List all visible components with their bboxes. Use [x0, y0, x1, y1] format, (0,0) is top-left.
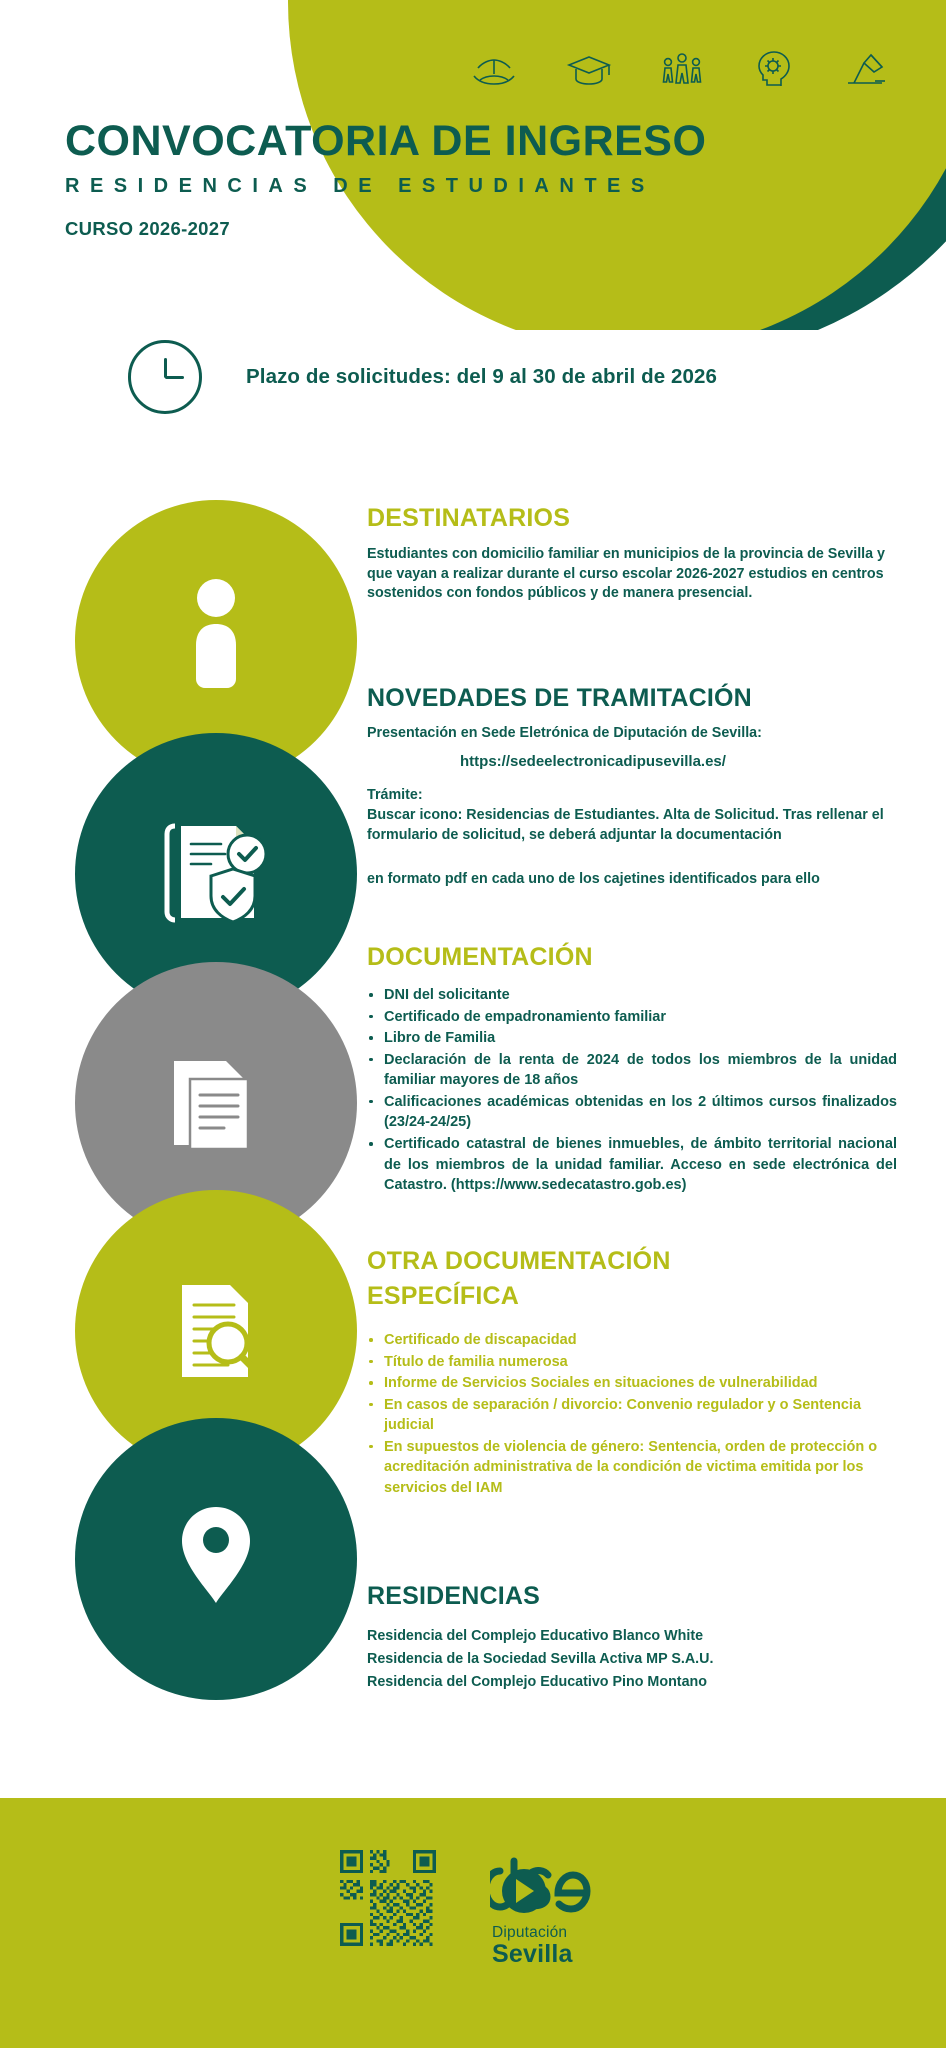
desk-lamp-icon — [842, 50, 890, 90]
poster-footer — [0, 1798, 946, 2048]
page-subtitle: RESIDENCIAS DE ESTUDIANTES — [65, 175, 655, 197]
location-pin-icon — [170, 1499, 262, 1619]
list-item: Residencia de la Sociedad Sevilla Activa MP S.A.U. — [367, 1651, 714, 1668]
residencias-list — [367, 1625, 897, 1694]
documentacion-list — [367, 985, 897, 1197]
list-item: Residencia del Complejo Educativo Blanco White — [367, 1628, 704, 1644]
head-gear-icon — [751, 48, 795, 92]
list-item: Informe de Servicios Sociales en situaciones de vulnerabilidad — [367, 1373, 897, 1394]
tramite-text: Buscar icono: Residencias de Estudiantes. Alta de Solicitud. Tras rellenar el formulario de solicitud, se deberá adjuntar la documentación — [367, 807, 884, 843]
course-label: CURSO 2026-2027 — [65, 218, 230, 239]
otra-documentacion-title-line2: ESPECÍFICA — [367, 1282, 520, 1310]
list-item: En supuestos de violencia de género: Sentencia, orden de protección o acreditación administrativa de la condición de victima emitida por los servicios del IAM — [367, 1437, 897, 1499]
otra-documentacion-list — [367, 1330, 897, 1500]
otra-documentacion-title-line1: OTRA DOCUMENTACIÓN — [367, 1247, 671, 1275]
list-item: Calificaciones académicas obtenidas en los 2 últimos cursos finalizados (23/24-24/25) — [367, 1092, 897, 1133]
poster-header — [0, 0, 946, 330]
hand-book-icon — [470, 48, 518, 92]
tramite-text-2: en formato pdf en cada uno de los cajetines identificados para ello — [367, 871, 820, 887]
list-item: Certificado de empadronamiento familiar — [367, 1007, 897, 1028]
logo-diputacion-label: Diputación — [492, 1924, 568, 1941]
header-icon-row — [470, 40, 890, 100]
destinatarios-body: Estudiantes con domicilio familiar en municipios de la provincia de Sevilla y que vayan a realizar durante el curso escolar 2026-2027 estudios en centros sostenidos con fondos públicos y de manera presencial. — [367, 546, 886, 602]
qr-code-icon[interactable] — [340, 1850, 436, 1946]
list-item: Certificado de discapacidad — [367, 1330, 897, 1351]
novedades-title: NOVEDADES DE TRAMITACIÓN — [367, 684, 752, 712]
title-block — [65, 117, 925, 240]
list-item: Libro de Familia — [367, 1028, 897, 1049]
document-magnifier-icon — [156, 1271, 276, 1391]
list-item: DNI del solicitante — [367, 985, 897, 1006]
documents-icon — [156, 1043, 276, 1163]
clock-icon — [128, 340, 202, 414]
graduation-cap-icon — [565, 50, 613, 90]
list-item: Declaración de la renta de 2024 de todos los miembros de la unidad familiar mayores de 18 años — [367, 1050, 897, 1091]
deadline-text: Plazo de solicitudes: del 9 al 30 de abril de 2026 — [246, 365, 717, 388]
documentacion-title: DOCUMENTACIÓN — [367, 943, 593, 971]
page-title: CONVOCATORIA DE INGRESO — [65, 117, 707, 165]
list-item: Título de familia numerosa — [367, 1352, 897, 1373]
person-icon — [181, 576, 251, 706]
logo-sevilla-label: Sevilla — [492, 1940, 573, 1968]
list-item: Residencia del Complejo Educativo Pino Montano — [367, 1674, 707, 1691]
residencias-circle — [75, 1418, 357, 1700]
residencias-title: RESIDENCIAS — [367, 1582, 541, 1610]
tramite-label: Trámite: — [367, 787, 423, 803]
deadline-row — [128, 340, 717, 414]
destinatarios-title: DESTINATARIOS — [367, 504, 571, 532]
sede-url[interactable]: https://sedeelectronicadipusevilla.es/ — [460, 753, 726, 770]
people-group-icon — [660, 49, 704, 91]
novedades-line1: Presentación en Sede Eletrónica de Diputación de Sevilla: — [367, 725, 762, 741]
list-item: En casos de separación / divorcio: Convenio regulador y o Sentencia judicial — [367, 1395, 897, 1436]
list-item: Certificado catastral de bienes inmuebles, de ámbito territorial nacional de los miembros de la unidad familiar. Acceso en sede electrónica del Catastro. (https://www.sedecatastro.gob.es) — [367, 1134, 897, 1196]
certificate-shield-icon — [151, 814, 281, 934]
